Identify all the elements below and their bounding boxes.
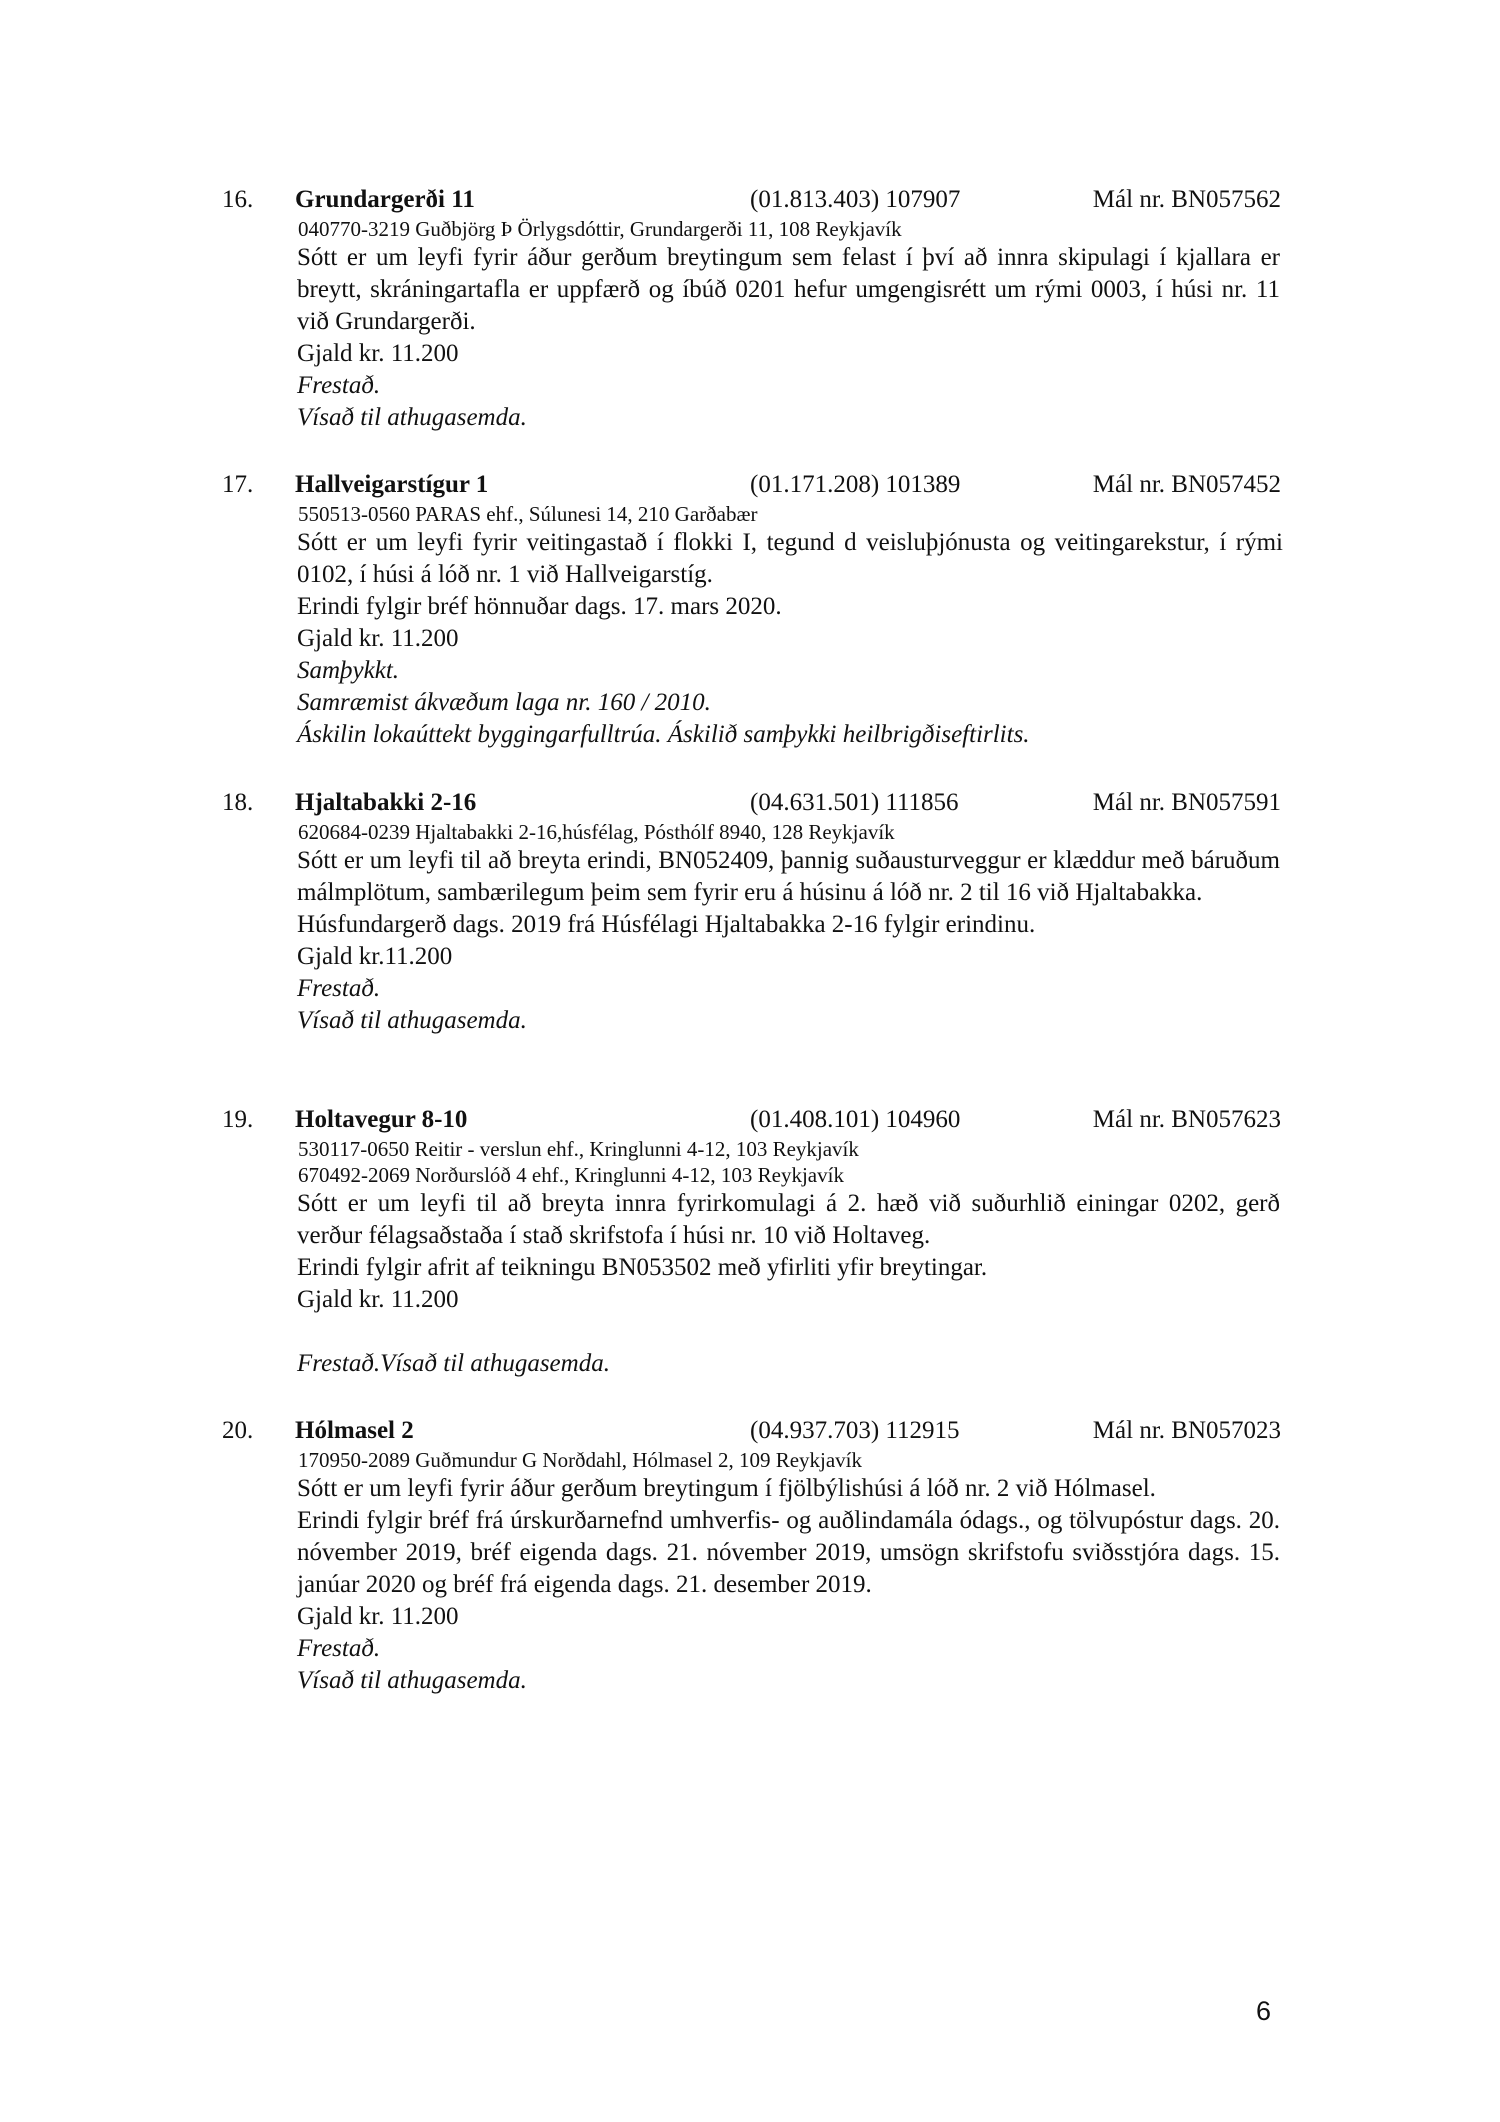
entry-applicant: 040770-3219 Guðbjörg Þ Örlygsdóttir, Grundargerði 11, 108 Reykjavík: [298, 217, 902, 241]
entry-number: 18.: [222, 789, 254, 816]
entry-case-number: Mál nr. BN057591: [1092, 789, 1281, 816]
entry-number: 16.: [222, 186, 254, 213]
entry-17: [0, 469, 1500, 751]
entry-description: Sótt er um leyfi til að breyta erindi, BN052409, þannig suðausturveggur er klæddur með báruðum málmplötum, sambærilegum þeim sem fyrir eru á húsinu á lóð nr. 2 til 16 við Hjaltabakka.: [297, 847, 1280, 906]
entry-decision: Frestað.: [297, 975, 381, 1002]
entry-attachment: Erindi fylgir afrit af teikningu BN053502 með yfirliti yfir breytingar.: [297, 1254, 988, 1281]
entry-spacer: [0, 1316, 1500, 1348]
entry-header: [0, 469, 1500, 501]
entry-decision: Vísað til athugasemda.: [297, 1007, 527, 1034]
entry-decision: Samræmist ákvæðum laga nr. 160 / 2010.: [297, 689, 711, 716]
entry-land-id: (04.631.501) 111856: [750, 789, 959, 816]
entry-header: [0, 1104, 1500, 1136]
entry-applicant: 530117-0650 Reitir - verslun ehf., Kringlunni 4-12, 103 Reykjavík: [298, 1137, 859, 1161]
entry-header: [0, 1415, 1500, 1447]
entry-decision: Frestað.: [297, 1635, 381, 1662]
entry-fee: Gjald kr. 11.200: [297, 1286, 459, 1313]
entry-address: Grundargerði 11: [295, 186, 475, 213]
entry-address: Hjaltabakki 2-16: [295, 789, 477, 816]
entry-attachment: Erindi fylgir bréf hönnuðar dags. 17. mars 2020.: [297, 593, 782, 620]
entry-applicant: 620684-0239 Hjaltabakki 2-16,húsfélag, Pósthólf 8940, 128 Reykjavík: [298, 820, 895, 844]
entry-header: [0, 787, 1500, 819]
entry-case-number: Mál nr. BN057562: [1092, 186, 1281, 213]
entry-case-number: Mál nr. BN057452: [1092, 471, 1281, 498]
entry-land-id: (01.408.101) 104960: [750, 1106, 961, 1133]
entry-18: [0, 787, 1500, 1037]
entry-decision: Vísað til athugasemda.: [297, 1667, 527, 1694]
entry-number: 20.: [222, 1417, 254, 1444]
entry-decision: Frestað.: [297, 372, 381, 399]
entry-fee: Gjald kr. 11.200: [297, 340, 459, 367]
entry-19: [0, 1104, 1500, 1380]
entry-attachment: Erindi fylgir bréf frá úrskurðarnefnd umhverfis- og auðlindamála ódags., og tölvupóstur dags. 20. nóvember 2019, bréf eigenda dags. 21. nóvember 2019, umsögn skrifstofu sviðsstjóra dags. 15. janúar 2020 og bréf frá eigenda dags. 21. desember 2019.: [297, 1507, 1280, 1598]
entry-fee: Gjald kr. 11.200: [297, 625, 459, 652]
entry-header: [0, 184, 1500, 216]
entry-16: [0, 184, 1500, 434]
entry-applicant: 170950-2089 Guðmundur G Norðdahl, Hólmasel 2, 109 Reykjavík: [298, 1448, 863, 1472]
entry-decision: Áskilin lokaúttekt byggingarfulltrúa. Áskilið samþykki heilbrigðiseftirlits.: [297, 721, 1030, 748]
entry-fee: Gjald kr. 11.200: [297, 1603, 459, 1630]
entry-fee: Gjald kr.11.200: [297, 943, 453, 970]
entry-address: Holtavegur 8-10: [295, 1106, 468, 1133]
entry-description: Sótt er um leyfi fyrir áður gerðum breytingum í fjölbýlishúsi á lóð nr. 2 við Hólmasel.: [297, 1475, 1156, 1502]
page-number: 6: [1256, 1996, 1272, 2026]
entry-description: Sótt er um leyfi fyrir áður gerðum breytingum sem felast í því að innra skipulagi í kjallara er breytt, skráningartafla er uppfærð og íbúð 0201 hefur umgengisrétt um rými 0003, í húsi nr. 11 við Grundargerði.: [297, 244, 1280, 335]
entry-applicant: 550513-0560 PARAS ehf., Súlunesi 14, 210 Garðabær: [298, 502, 758, 526]
entry-case-number: Mál nr. BN057623: [1092, 1106, 1281, 1133]
entry-land-id: (04.937.703) 112915: [750, 1417, 960, 1444]
entry-number: 19.: [222, 1106, 254, 1133]
entry-applicant: 670492-2069 Norðurslóð 4 ehf., Kringlunni 4-12, 103 Reykjavík: [298, 1163, 844, 1187]
entry-address: Hallveigarstígur 1: [295, 471, 489, 498]
entry-address: Hólmasel 2: [295, 1417, 414, 1444]
entry-land-id: (01.813.403) 107907: [750, 186, 961, 213]
entry-case-number: Mál nr. BN057023: [1092, 1417, 1281, 1444]
entry-decision: Vísað til athugasemda.: [297, 404, 527, 431]
entry-description: Sótt er um leyfi fyrir veitingastað í flokki I, tegund d veisluþjónusta og veitingarekstur, í rými 0102, í húsi á lóð nr. 1 við Hallveigarstíg.: [297, 529, 1283, 588]
entry-20: [0, 1415, 1500, 1697]
entry-decision: Frestað.Vísað til athugasemda.: [297, 1350, 610, 1377]
entry-number: 17.: [222, 471, 254, 498]
entry-attachment: Húsfundargerð dags. 2019 frá Húsfélagi Hjaltabakka 2-16 fylgir erindinu.: [297, 911, 1036, 938]
entry-description: Sótt er um leyfi til að breyta innra fyrirkomulagi á 2. hæð við suðurhlið einingar 0202, gerð verður félagsaðstaða í stað skrifstofa í húsi nr. 10 við Holtaveg.: [297, 1190, 1280, 1249]
entry-land-id: (01.171.208) 101389: [750, 471, 961, 498]
entry-decision: Samþykkt.: [297, 657, 400, 684]
